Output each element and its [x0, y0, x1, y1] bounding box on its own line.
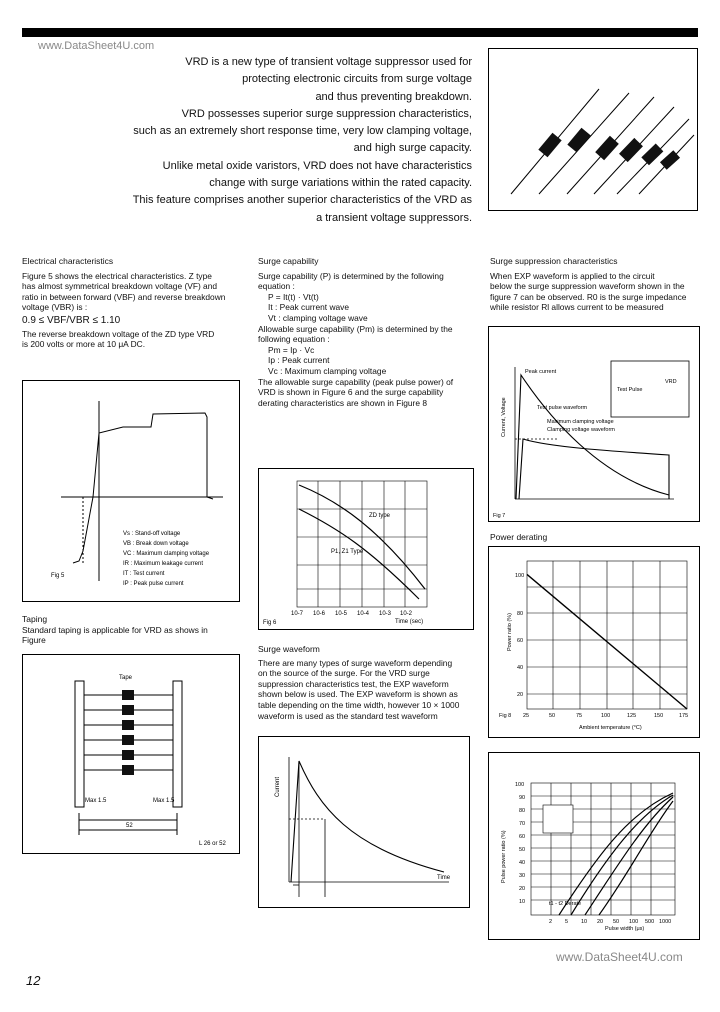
intro-line: such as an extremely short response time, very low clamping voltage,: [133, 125, 472, 138]
intro-line: VRD possesses superior surge suppression characteristics,: [181, 107, 472, 120]
legend-item: Vs : Stand-off voltage: [123, 531, 181, 537]
surge-capability-section: [258, 256, 476, 408]
y-tick: 50: [519, 847, 526, 853]
inner-label: t1 - t2 Derate: [549, 901, 582, 907]
text-line: Vt : clamping voltage wave: [268, 312, 368, 323]
x-tick: 10-3: [379, 611, 392, 617]
text-line: Vc : Maximum clamping voltage: [268, 365, 387, 376]
y-tick: 30: [519, 873, 526, 879]
text-line: Standard taping is applicable for VRD as shows in: [22, 624, 208, 635]
text-line: below the surge suppression waveform shown in the: [490, 281, 685, 292]
y-tick: 40: [517, 665, 524, 671]
fig7-label: Fig 7: [493, 513, 506, 519]
x-tick: 10-2: [400, 611, 413, 617]
text-line: Ip : Peak current: [268, 355, 330, 366]
electrical-section: [22, 256, 244, 350]
intro-line: and high surge capacity.: [353, 142, 472, 155]
x-tick: 50: [549, 713, 556, 719]
text-line: Figure: [22, 635, 46, 646]
x-tick: 25: [523, 713, 530, 719]
section-title: Surge waveform: [258, 644, 320, 654]
fig5-label: Fig 5: [51, 573, 65, 579]
legend-item: VC : Maximum clamping voltage: [123, 551, 210, 557]
x-tick: 10-7: [291, 611, 304, 617]
x-tick: 10-4: [357, 611, 370, 617]
text-line: When EXP waveform is applied to the circuit: [490, 270, 655, 281]
x-tick: 20: [597, 919, 604, 925]
y-tick: 90: [519, 795, 526, 801]
y-tick: 70: [519, 821, 526, 827]
fig5-iv-chart: [23, 381, 239, 601]
waveform-box: [258, 736, 470, 908]
pulse-chart: [489, 753, 699, 939]
watermark-bottom: www.DataSheet4U.com: [556, 950, 683, 964]
x-axis-label: Ambient temperature (°C): [579, 725, 642, 731]
product-photo: [488, 48, 698, 211]
text-line: It : Peak current wave: [268, 302, 349, 313]
dim-label: Max 1.5: [153, 798, 175, 804]
y-axis-label: Pulse power ratio (%): [501, 830, 507, 883]
waveform-chart: [259, 737, 469, 907]
intro-line: a transient voltage suppressors.: [316, 211, 472, 224]
x-tick: 500: [645, 919, 655, 925]
x-tick: 50: [613, 919, 620, 925]
section-title: Power derating: [490, 532, 548, 542]
text-line: equation :: [258, 281, 295, 292]
page-number: 12: [26, 973, 41, 988]
x-tick: 5: [565, 919, 569, 925]
intro-line: VRD is a new type of transient voltage suppressor used for: [185, 56, 472, 68]
fig8-chart: [489, 547, 699, 737]
tape-label: Tape: [119, 675, 133, 681]
x-tick: 100: [601, 713, 611, 719]
text-line: voltage (VBR) is :: [22, 302, 88, 313]
dim-label: L 26 or 52: [199, 841, 226, 847]
x-tick: 100: [629, 919, 639, 925]
x-tick: 1000: [659, 919, 672, 925]
section-title: Taping: [22, 614, 48, 624]
curve-label: P1, Z1 Type: [331, 549, 364, 555]
x-tick: 175: [679, 713, 689, 719]
taping-box: [22, 654, 240, 854]
x-tick: 75: [576, 713, 583, 719]
text-line: following equation :: [258, 334, 330, 345]
chart-label: Test pulse waveform: [537, 405, 588, 411]
watermark-top: www.DataSheet4U.com: [38, 40, 155, 52]
legend-item: IP : Peak pulse current: [123, 581, 184, 587]
text-line: is 200 volts or more at 10 μA DC.: [22, 339, 146, 350]
intro-line: and thus preventing breakdown.: [315, 90, 472, 103]
dim-label: Max 1.5: [85, 798, 107, 804]
text-line: derating characteristics are shown in Figure 8: [258, 397, 427, 408]
curve-label: ZD type: [369, 513, 391, 519]
taping-diagram: [23, 655, 239, 853]
text-line: Pm = Ip · Vc: [268, 344, 315, 355]
formula: 0.9 ≤ VBF/VBR ≤ 1.10: [22, 314, 121, 326]
text-line: There are many types of surge waveform depending: [258, 657, 453, 668]
y-tick: 100: [515, 782, 525, 788]
text-line: shown below is used. The EXP waveform is shown as: [258, 689, 458, 700]
x-tick: 10-5: [335, 611, 348, 617]
intro-line: This feature comprises another superior characteristics of the VRD as: [132, 194, 472, 207]
surge-suppression-section: [490, 256, 704, 313]
surge-waveform-section: [258, 644, 480, 721]
text-line: table depending on the time width, however 10 × 1000: [258, 699, 460, 710]
taping-section: [22, 614, 244, 646]
y-tick: 20: [519, 886, 526, 892]
x-axis-label: Pulse width (μs): [605, 926, 645, 932]
y-tick: 80: [517, 611, 524, 617]
section-title: Surge capability: [258, 256, 319, 266]
intro-paragraph: [100, 54, 472, 227]
header-bar: [22, 28, 698, 37]
text-line: The allowable surge capability (peak pulse power) of: [258, 376, 454, 387]
y-tick: 40: [519, 860, 526, 866]
x-axis-label: Time: [437, 875, 451, 881]
section-title: Electrical characteristics: [22, 256, 114, 266]
y-tick: 20: [517, 692, 524, 698]
x-tick: 125: [627, 713, 637, 719]
legend-item: IR : Maximum leakage current: [123, 561, 204, 567]
dim-label: 52: [126, 823, 133, 829]
text-line: Allowable surge capability (Pm) is determined by the: [258, 323, 453, 334]
y-axis-label: Current, Voltage: [501, 397, 507, 437]
chart-label: VRD: [665, 379, 677, 385]
section-title: Surge suppression characteristics: [490, 256, 618, 266]
text-line: while resistor Rl allows current to be measured: [490, 302, 664, 313]
x-tick: 10-6: [313, 611, 326, 617]
chart-label: Clamping voltage waveform: [547, 427, 615, 433]
fig8-box: [488, 546, 700, 738]
text-line: The reverse breakdown voltage of the ZD type VRD: [22, 328, 215, 339]
y-tick: 10: [519, 899, 526, 905]
y-axis-label: Power ratio (%): [507, 613, 513, 651]
intro-line: Unlike metal oxide varistors, VRD does not have characteristics: [162, 159, 472, 172]
chart-label: Test Pulse: [617, 387, 643, 393]
fig6-box: [258, 468, 474, 630]
fig6-chart: [259, 469, 473, 629]
x-axis-label: Time (sec): [395, 619, 424, 625]
fig6-label: Fig 6: [263, 620, 277, 626]
chart-label: Peak current: [525, 369, 557, 375]
x-tick: 2: [549, 919, 553, 925]
y-tick: 60: [517, 638, 524, 644]
text-line: Figure 5 shows the electrical characteristics. Z type: [22, 270, 212, 281]
text-line: suppression characteristics test, the EXP waveform: [258, 678, 449, 689]
fig7-chart: [489, 327, 699, 521]
fig8-label: Fig 8: [499, 713, 512, 719]
text-line: ratio in between forward (VBF) and reverse breakdown: [22, 291, 226, 302]
y-tick: 60: [519, 834, 526, 840]
y-tick: 80: [519, 808, 526, 814]
fig7-box: [488, 326, 700, 522]
intro-line: change with surge variations within the rated capacity.: [209, 177, 472, 190]
text-line: waveform is used as the standard test waveform: [258, 710, 438, 721]
text-line: on the source of the surge. For the VRD surge: [258, 668, 430, 679]
text-line: VRD is shown in Figure 6 and the surge capability: [258, 387, 444, 398]
intro-line: protecting electronic circuits from surge voltage: [242, 73, 472, 86]
diodes-illustration: [489, 49, 697, 210]
y-tick: 100: [515, 573, 525, 579]
power-derating-section: [490, 532, 547, 543]
text-line: has almost symmetrical breakdown voltage (VF) and: [22, 281, 218, 292]
chart-label: Maximum clamping voltage: [547, 419, 614, 425]
fig5-box: [22, 380, 240, 602]
legend-item: IT : Test current: [123, 571, 165, 577]
text-line: P = It(t) · Vt(t): [268, 291, 319, 302]
y-axis-label: Current: [275, 776, 281, 797]
x-tick: 10: [581, 919, 588, 925]
x-tick: 150: [654, 713, 664, 719]
text-line: Surge capability (P) is determined by the following: [258, 270, 444, 281]
legend-item: VB : Break down voltage: [123, 541, 189, 547]
text-line: figure 7 can be observed. R0 is the surge impedance: [490, 291, 687, 302]
pulse-chart-box: [488, 752, 700, 940]
